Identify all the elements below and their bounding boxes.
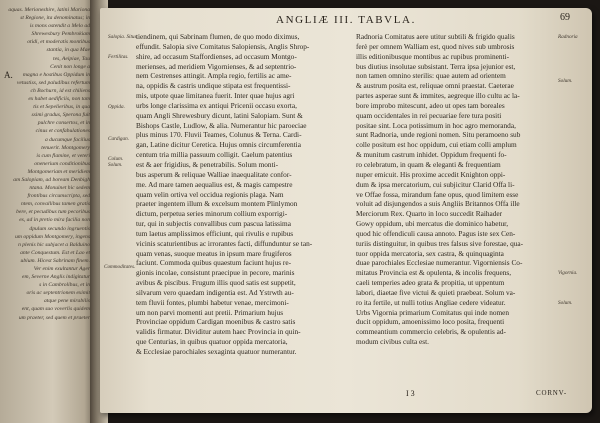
text-line: Gowy oppidum, ubi mercatus die dominico habetur,: [356, 219, 509, 229]
text-line: aquas. Merioneshire, latini Mariona: [8, 7, 90, 13]
catchword: CORNV-: [536, 389, 567, 397]
text-line: is mons ostendit a Melo ad: [29, 23, 90, 30]
text-line: oris ac septentrionem eximit: [26, 290, 90, 297]
text-line: dpulum secundo ingruentis: [29, 225, 90, 232]
text-line: Urbs Vigornia primarium Comitatus qui inde nomen: [356, 307, 510, 317]
text-line: faciunt. Commoda quibus quaestum faciunt hujus re-: [136, 258, 292, 268]
text-line: ro ita fertile, ut nulli totius Angliae cedere videatur.: [356, 297, 506, 307]
text-line: bere, et pecudibus tum pecoribus: [16, 209, 90, 216]
margin-note: Commoditates.: [104, 264, 136, 270]
text-line: colle positum est hoc oppidum, cui etiam colli amplum: [356, 140, 517, 150]
text-line: non tamen omnino sterilis: quae autem ad orientem: [356, 71, 506, 81]
text-line: positae sint. Loca potissimum in hoc agro memoranda,: [356, 120, 516, 130]
text-line: & munitum castrum inhidet. Oppidum frequenti fo-: [356, 150, 507, 160]
margin-note: Oppida.: [108, 104, 125, 110]
text-line: am Salopiam, ad boream Denbigh: [13, 176, 90, 183]
text-line: otidi, et moderatis montibus: [27, 39, 90, 46]
text-line: merienses, ad meridiem Vigornienses, & ad septentrio-: [136, 61, 297, 71]
text-line: pulchre consertos, et in: [37, 120, 90, 127]
text-line: um non parvi momenti aut pretii. Primarium hujus: [136, 307, 284, 317]
text-line: Ver enim exultantur Ager: [33, 266, 90, 272]
signature-mark: I 3: [406, 389, 415, 398]
text-line: quam venas, suoque meatus in ipsum mare frugiferos: [136, 248, 292, 258]
text-line: vetustiss, sed paludibus refertum: [16, 79, 90, 86]
text-column-right: [356, 32, 556, 347]
text-line: quam occidentales in rei pecuariae fere tura positi: [356, 110, 502, 120]
text-column-left: [136, 32, 348, 357]
text-line: quam velin ortiva vel occidua regionis plaga. Nam: [136, 189, 284, 199]
text-line: est & aer frigidius, & penetrabilis. Solum monti-: [136, 159, 279, 169]
text-line: tum laetus amplissimos efficiunt, qui rivulis e rupibus: [136, 228, 294, 238]
text-line: nuper emicuit. His proxime accedit Knighton oppi-: [356, 169, 506, 179]
text-line: frontibus circumscripta, sed: [27, 193, 90, 200]
text-line: ssimi gradus, Sperona fuit: [31, 112, 90, 119]
text-line: mis, utpote quae limitanea fuerit. Inter quae hujus agri: [136, 91, 295, 101]
text-line: praeter ingentem illum & excelsum montem Plinlymon: [136, 199, 298, 209]
text-line: illis editionibusque montibus ac rupibus prominenti-: [356, 51, 510, 61]
text-line: quod hic offendiculi causa annoto. Pagus iste sex Cen-: [356, 228, 516, 238]
text-line: tem fluvii fontes, plumbi habetur venae, mercimoni-: [136, 297, 289, 307]
text-line: ubium. Hicest Sabrinam finem.: [20, 257, 90, 264]
margin-note: Radnoria: [558, 34, 578, 40]
text-line: st Regione, ita denominatus; in: [20, 15, 90, 22]
text-line: magna e hostibus Oppidum in: [22, 71, 90, 78]
text-line: commeantium commercio celebris, & opulentis ad-: [356, 327, 506, 337]
page-title: ANGLIÆ III. TABVLA.: [276, 14, 416, 26]
text-line: Provinciae oppidum Cardigan moenibus & castro satis: [136, 317, 296, 327]
text-line: n plenis hic subjacet a Balduino: [18, 241, 90, 248]
text-line: labori, diaetae five victui & quieti praebeat. Solum va-: [356, 287, 516, 297]
text-line: es, ad in pretio mira facilia non: [19, 217, 90, 224]
text-line: ntana. Monuinet hic sedem: [29, 185, 90, 192]
text-line: ante Conquestum. Est et Lao et: [20, 249, 90, 256]
text-line: gan, Latine dicitur Ceretica. Hujus omnis circumferentia: [136, 140, 301, 150]
margin-note: Solum.: [558, 78, 573, 84]
text-line: tuor oppida mercatoria, sex castra, & quinquaginta: [356, 248, 504, 258]
text-line: vicinis scaturientibus ac irrorantes facti, diffunduntur se tan-: [136, 238, 313, 248]
text-line: gionis incolae, consistunt praecipue in pecore, marinis: [136, 268, 295, 278]
text-line: Montgomeriam et meridiem: [27, 168, 90, 175]
text-line: bus diutius insolutae subsistant. Terra ipsa jejunior est,: [356, 61, 516, 71]
text-line: duae parochiales Ecclesiae numerantur. Vigorniensis Co-: [356, 258, 523, 268]
text-line: um oppidum Montgomery, ingens: [15, 233, 90, 240]
text-line: shire, ad occasum Staffordienses, ad occasum Montgo-: [136, 51, 297, 61]
text-line: dum & ipsa mercatorium, cui subjicitur Clarid Offa li-: [356, 179, 515, 189]
right-page: [100, 8, 592, 413]
text-line: tis et Sepelieribus, in qua: [33, 104, 90, 111]
text-line: quam Angli Shrewesbury dicunt, latini Salopiam. Sunt &: [136, 110, 303, 120]
text-line: em, Severne Anglis indigitatur: [22, 274, 90, 281]
text-line: onenerium conditionibus: [34, 160, 90, 167]
text-line: Cenit non longe a: [50, 63, 90, 70]
text-line: bus asperum & reliquae Walliae inaequalitate confor-: [136, 169, 292, 179]
margin-note: Cardigan.: [108, 136, 129, 142]
text-line: ent, quam suo voverlis quidem: [21, 306, 90, 313]
left-page-text: [2, 6, 90, 322]
text-line: ro celebratum, in quam & eleganti & frequentiam: [356, 159, 501, 169]
margin-note: Solum.: [558, 300, 573, 306]
text-line: ex habet aedificiis, non tam: [28, 96, 90, 103]
text-line: caeli temperies adeo grata & propitia, ut uppentum: [356, 278, 505, 288]
text-line: turiis distinguitur, in quibus tres falsus sive forestae, qua-: [356, 238, 524, 248]
text-line: & Ecclesiae parochiales sexaginta quatuor numerantur.: [136, 347, 297, 356]
text-line: silvarum vero quaedam indigentia est. Ad Ystrwth au-: [136, 287, 294, 297]
text-line: Bishops Castle, Ludlow, & alia. Numerantur hic paroeciae: [136, 120, 307, 130]
text-line: voluit ad disjungendos a suis Angliis Britannos Offa ille: [356, 199, 520, 209]
text-line: tenuerit. Montgomery: [41, 144, 90, 151]
text-line: tur, qui in subjectis convallibus cum pascua latissima: [136, 219, 291, 229]
text-line: dictum, perpetua series minorum collium exporrigi-: [136, 209, 288, 219]
text-line: a ducumque facilius: [44, 136, 90, 143]
left-page: [0, 0, 96, 423]
text-line: sunt Radnoria, unde regioni nomen. Situ peramoeno sub: [356, 130, 521, 140]
text-line: partes asperae sunt & immites, aegreque illo cultu ac la-: [356, 91, 520, 101]
text-line: cinus et confabulationes: [35, 128, 90, 135]
text-line: validis firmatur. Dividitur autem haec Provincia in quin-: [136, 327, 301, 337]
text-line: centum tria millia passuum colligit. Caelum patentius: [136, 150, 293, 160]
text-line: Radnoria Comitatus aere utitur subtili & frigido qualis: [356, 32, 515, 41]
text-line: urbs longe clarissima ex antiqui Pricenii occasu exorta,: [136, 100, 297, 110]
text-line: s in Cambrolibus, et in: [39, 282, 90, 289]
text-line: bore improbo mitescunt, adeo ut opes tam boreales: [356, 100, 505, 110]
text-line: Shrewesbury Pembrokiam: [31, 31, 90, 38]
text-line: tes, Aeipiae, Tau: [53, 55, 90, 62]
text-line: plus minus 170. Fluvii Teames, Colunus & Terna. Cardi-: [136, 130, 302, 140]
text-line: avibus & piscibus. Frugum illis quod satis est suppetit,: [136, 278, 296, 288]
text-line: Merciorum Rex. Quarto in loco succedit Raihader: [356, 209, 503, 219]
text-line: modum civibus culta est.: [356, 337, 429, 347]
text-line: um praeter, sed quem et praeter: [18, 314, 90, 321]
page-number: 69: [560, 12, 570, 23]
text-line: tiendinem, qui Sabrinam flumen, de quo modo diximus,: [136, 32, 300, 41]
margin-note: Colum. Solum.: [108, 156, 124, 169]
text-line: ve Offae fossa, mirandum fane opus, quod limitem esse: [356, 189, 519, 199]
text-line: ntem, convallibus tamen gratis: [21, 201, 90, 208]
left-page-letter: A.: [4, 70, 13, 80]
text-line: atque pene mirabilis: [44, 298, 90, 305]
text-line: ferè per omnem Walliam est, quod nives sub umbrosis: [356, 41, 515, 51]
text-line: me. Ad mare tamen aequalius est, & magis campestre: [136, 179, 293, 189]
text-line: stantia, in qua Mae: [46, 47, 90, 54]
margin-note: Salopia. Situs.: [108, 34, 138, 40]
margin-note: Vigornia.: [558, 270, 578, 276]
text-line: que Centurias, in quibus quatuor oppida mercatoria,: [136, 337, 288, 347]
text-line: nem Cestrenses attingit. Ampla regio, fertilis ac ame-: [136, 71, 292, 81]
text-line: mitatus Provincia est & opulenta, & incolis frequens,: [356, 268, 512, 278]
text-line: ch Bochurn, id est chiliens: [30, 87, 90, 94]
margin-note: Fertilitas.: [108, 54, 129, 60]
text-line: & austrum posita est, reliquae omni praestat. Caeterae: [356, 81, 514, 91]
text-line: effundit. Salopia sive Comitatus Salopiensis, Anglis Shrop-: [136, 41, 310, 51]
text-line: ducit oppidum, amoenissimo loco posita, frequenti: [356, 317, 505, 327]
text-line: na, oppidis & castris undique stipata est frequentissi-: [136, 81, 291, 91]
text-line: is cum flamine, et veteri: [36, 152, 90, 159]
